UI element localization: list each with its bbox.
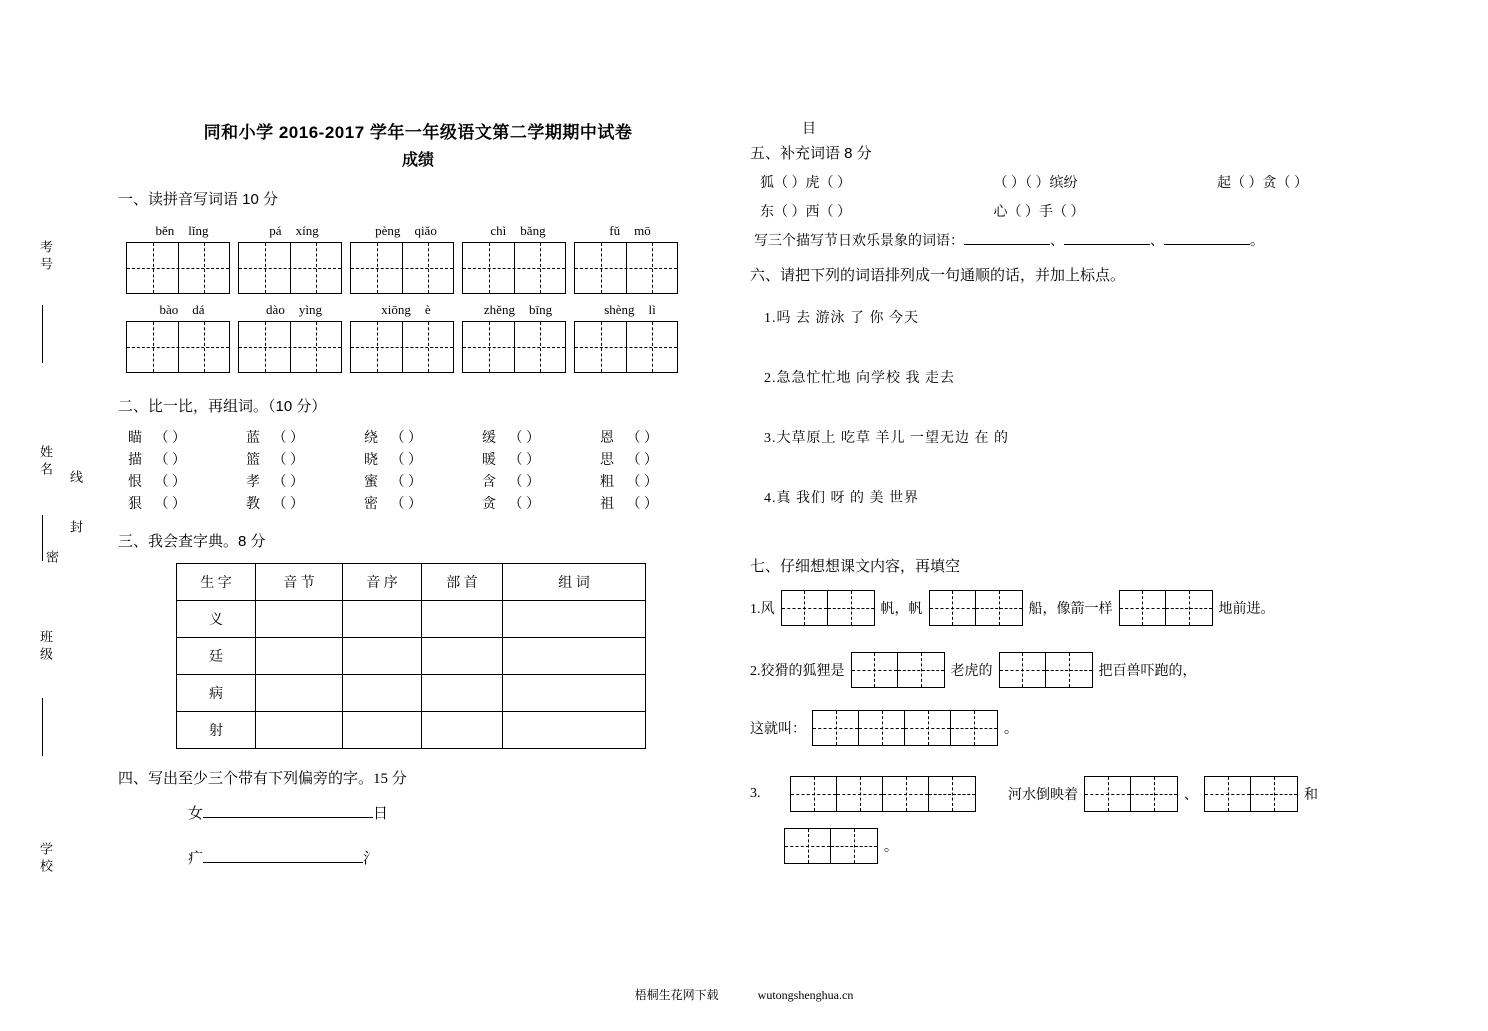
tianzige-box[interactable]: [238, 242, 342, 294]
radical-answer-blank[interactable]: [203, 862, 363, 863]
pinyin-syllable: yìng: [298, 302, 322, 317]
compare-char: 缓: [481, 431, 496, 446]
tianzige-cell[interactable]: [1131, 777, 1177, 811]
pinyin-cell: [238, 223, 350, 239]
side-label-exam-no: 考号: [38, 240, 53, 274]
fill-word-item[interactable]: 狐（ ）虎（ ）: [760, 176, 851, 191]
side-label-name: 姓名: [38, 445, 53, 479]
pinyin-cell: [238, 302, 350, 318]
q1-prefix: 1.风: [750, 602, 775, 617]
dict-cell-word[interactable]: [503, 712, 646, 749]
side-label-seal-feng: 封: [68, 520, 83, 537]
radical-line-2: [188, 847, 718, 868]
tianzige-cell[interactable]: [930, 591, 976, 625]
page-title: 同和小学 2016-2017 学年一年级语文第二学期期中试卷: [203, 123, 633, 142]
answer-blank[interactable]: [964, 244, 1050, 245]
reorder-item-4[interactable]: 4.真 我们 呀 的 美 世界: [764, 491, 919, 506]
compare-char: 篮: [245, 453, 260, 468]
answer-blank[interactable]: （ ）: [508, 431, 540, 446]
compare-words-table: [128, 426, 718, 514]
dict-cell-syllable[interactable]: [256, 601, 343, 638]
table-row: [128, 470, 718, 492]
tianzige-group[interactable]: [1119, 590, 1213, 626]
answer-blank[interactable]: （ ）: [508, 497, 540, 512]
tianzige-cell[interactable]: [1000, 653, 1046, 687]
tianzige-cell[interactable]: [898, 653, 944, 687]
answer-blank[interactable]: （ ）: [390, 453, 422, 468]
compare-char: 绕: [363, 431, 378, 446]
compare-char: 狠: [128, 497, 142, 512]
q3-mid: 河水倒映着: [1008, 788, 1078, 803]
pinyin-syllable: xiōng: [381, 302, 411, 317]
column-header-char: 生 字: [177, 564, 256, 601]
section-7-heading: 七、仔细想想课文内容，再填空: [750, 558, 961, 575]
footer-site-name: 梧桐生花网下载: [634, 988, 719, 1002]
q2-line2-prefix: 这就叫：: [750, 722, 806, 737]
answer-blank[interactable]: （ ）: [272, 453, 305, 468]
tianzige-box[interactable]: [462, 321, 566, 373]
tianzige-cell[interactable]: [951, 711, 997, 745]
tianzige-box[interactable]: [126, 321, 230, 373]
table-row: [177, 712, 646, 749]
tianzige-cell[interactable]: [1085, 777, 1131, 811]
dict-cell-syllable[interactable]: [256, 638, 343, 675]
compare-char: 密: [363, 497, 378, 512]
answer-blank[interactable]: （ ）: [154, 431, 187, 446]
dict-cell-syllable[interactable]: [256, 712, 343, 749]
tianzige-box[interactable]: [462, 242, 566, 294]
fill-word-item[interactable]: （ ）（ ）缤纷: [993, 176, 1078, 191]
dict-cell-radical[interactable]: [422, 601, 503, 638]
pinyin-syllable: zhěng: [483, 302, 515, 317]
answer-blank[interactable]: （ ）: [154, 497, 187, 512]
q3-separator: 、: [1184, 788, 1198, 803]
tianzige-box[interactable]: [238, 321, 342, 373]
q3-end: 。: [884, 840, 898, 855]
period: 。: [1250, 234, 1264, 249]
pinyin-syllable: dá: [192, 302, 205, 317]
fill-blank-q2: [750, 652, 1430, 688]
pinyin-syllable: shèng: [604, 302, 635, 317]
answer-blank[interactable]: （ ）: [626, 475, 658, 490]
tianzige-group[interactable]: [784, 828, 878, 864]
tianzige-cell[interactable]: [1205, 777, 1251, 811]
section-5-heading: 五、补充词语 8 分: [750, 145, 872, 162]
dictionary-table: [176, 563, 646, 749]
separator: 、: [1050, 234, 1064, 249]
tianzige-box[interactable]: [350, 321, 454, 373]
pinyin-cell: [462, 302, 574, 318]
dict-cell-word[interactable]: [503, 601, 646, 638]
column-header-syllable: 音 节: [256, 564, 343, 601]
tianzige-cell[interactable]: [785, 829, 831, 863]
q1-tail: 地前进。: [1218, 602, 1275, 617]
pinyin-syllable: pèng: [375, 223, 401, 238]
pinyin-syllable: fǔ: [609, 223, 621, 238]
compare-char: 恨: [128, 475, 142, 490]
dict-cell-initial[interactable]: [343, 675, 422, 712]
tianzige-cell[interactable]: [852, 653, 898, 687]
compare-char: 贪: [481, 497, 496, 512]
table-row: [128, 426, 718, 448]
left-column: [118, 118, 718, 868]
answer-blank[interactable]: （ ）: [390, 497, 422, 512]
radical-label: 女: [188, 806, 204, 822]
tianzige-cell[interactable]: [929, 777, 975, 811]
pinyin-syllable: bīng: [528, 302, 553, 317]
footer-site-url: wutongshenghua.cn: [757, 988, 854, 1002]
tianzige-cell[interactable]: [905, 711, 951, 745]
q2-mid: 老虎的: [950, 664, 993, 679]
compare-char: 祖: [599, 497, 614, 512]
answer-blank[interactable]: （ ）: [626, 453, 658, 468]
q2-line2-tail: 。: [1004, 722, 1018, 737]
column-header-radical: 部 首: [422, 564, 503, 601]
stray-char: 目: [802, 122, 816, 137]
section-6-heading: 六、请把下列的词语排列成一句通顺的话，并加上标点。: [750, 267, 1126, 284]
pinyin-cell: [462, 223, 574, 239]
score-label: 成绩: [401, 152, 434, 169]
tianzige-cell[interactable]: [813, 711, 859, 745]
compare-char: 教: [245, 497, 260, 512]
radical-line-1: [188, 802, 718, 823]
dict-cell-initial[interactable]: [343, 712, 422, 749]
tianzige-cell[interactable]: [828, 591, 874, 625]
pinyin-cell: [574, 302, 686, 318]
dict-char: 射: [177, 712, 256, 749]
right-column: [750, 118, 1430, 864]
answer-blank[interactable]: （ ）: [626, 497, 658, 512]
compare-char: 描: [128, 453, 142, 468]
tianzige-cell[interactable]: [831, 829, 877, 863]
fill-word-line-1: [760, 172, 1430, 192]
dict-cell-initial[interactable]: [343, 601, 422, 638]
radical-label: 疒: [188, 851, 204, 867]
tianzige-box[interactable]: [574, 321, 678, 373]
side-label-seal-mi: 密: [44, 550, 59, 567]
table-row: [128, 492, 718, 514]
tianzige-cell[interactable]: [791, 777, 837, 811]
answer-blank[interactable]: （ ）: [272, 475, 305, 490]
pinyin-syllable: qiǎo: [414, 223, 437, 238]
tianzige-group[interactable]: [999, 652, 1093, 688]
table-row: [177, 601, 646, 638]
side-label-class: 班级: [38, 630, 53, 664]
q3-number: 3.: [750, 786, 761, 801]
tianzige-group[interactable]: [1204, 776, 1298, 812]
compare-char: 孝: [245, 475, 260, 490]
dict-cell-word[interactable]: [503, 638, 646, 675]
table-header-row: [177, 564, 646, 601]
separator: 、: [1150, 234, 1164, 249]
dict-cell-word[interactable]: [503, 675, 646, 712]
fill-word-item[interactable]: 东（ ）西（ ）: [760, 205, 851, 220]
pinyin-row-2: [126, 302, 718, 318]
tianzige-cell[interactable]: [883, 777, 929, 811]
compare-char: 晓: [363, 453, 378, 468]
answer-blank[interactable]: [1064, 244, 1150, 245]
dict-cell-initial[interactable]: [343, 638, 422, 675]
pinyin-row-1: [126, 223, 718, 239]
dict-cell-radical[interactable]: [422, 675, 503, 712]
answer-blank[interactable]: （ ）: [508, 475, 540, 490]
pinyin-syllable: bǎng: [520, 223, 546, 238]
tianzige-group[interactable]: [851, 652, 945, 688]
tianzige-box[interactable]: [574, 242, 678, 294]
dict-cell-syllable[interactable]: [256, 675, 343, 712]
writing-grid-row-2: [126, 321, 718, 373]
answer-blank[interactable]: （ ）: [154, 453, 187, 468]
tianzige-group[interactable]: [1084, 776, 1178, 812]
tianzige-box[interactable]: [350, 242, 454, 294]
answer-blank[interactable]: （ ）: [626, 431, 658, 446]
pinyin-syllable: xíng: [295, 223, 319, 238]
q2-prefix: 2.狡猾的狐狸是: [750, 664, 845, 679]
answer-blank[interactable]: （ ）: [390, 431, 422, 446]
table-row: [128, 448, 718, 470]
tianzige-group[interactable]: [929, 590, 1023, 626]
column-header-initial: 音 序: [343, 564, 422, 601]
answer-blank[interactable]: [1164, 244, 1250, 245]
dict-char: 病: [177, 675, 256, 712]
radical-label: 日: [373, 806, 389, 822]
compare-char: 蜜: [363, 475, 378, 490]
compare-char: 蓝: [245, 431, 260, 446]
tianzige-cell[interactable]: [976, 591, 1022, 625]
pinyin-syllable: běn: [155, 223, 175, 238]
answer-blank[interactable]: （ ）: [272, 497, 305, 512]
tianzige-cell[interactable]: [782, 591, 828, 625]
fill-word-item[interactable]: 起（ ）贪（ ）: [1217, 176, 1308, 191]
pinyin-syllable: mō: [634, 223, 651, 238]
side-rule-exam-no: [42, 305, 43, 363]
table-row: [177, 638, 646, 675]
pinyin-syllable: lì: [648, 302, 656, 317]
fill-blank-q1: [750, 590, 1430, 626]
table-row: [177, 675, 646, 712]
section-4-heading: 四、写出至少三个带有下列偏旁的字。15 分: [118, 771, 407, 787]
answer-blank[interactable]: （ ）: [272, 431, 305, 446]
column-header-word: 组 词: [503, 564, 646, 601]
q1-mid-2: 船，像箭一样: [1028, 602, 1113, 617]
pinyin-syllable: chì: [490, 223, 507, 238]
q3-tail: 和: [1304, 788, 1318, 803]
reorder-item-3[interactable]: 3.大草原上 吃草 羊儿 一望无边 在 的: [764, 431, 1009, 446]
pinyin-syllable: è: [424, 302, 431, 317]
binding-strip: [28, 230, 88, 910]
prompt-text: 写三个描写节日欢乐景象的词语：: [754, 234, 964, 249]
pinyin-cell: [126, 223, 238, 239]
dict-char: 廷: [177, 638, 256, 675]
answer-blank[interactable]: （ ）: [154, 475, 187, 490]
q2-tail: 把百兽吓跑的，: [1098, 664, 1197, 679]
tianzige-group[interactable]: [812, 710, 998, 746]
pinyin-cell: [574, 223, 686, 239]
answer-blank[interactable]: （ ）: [508, 453, 540, 468]
side-label-school: 学校: [38, 842, 53, 876]
tianzige-cell[interactable]: [859, 711, 905, 745]
footer: [0, 986, 1488, 1003]
pinyin-cell: [126, 302, 238, 318]
pinyin-syllable: lǐng: [188, 223, 209, 238]
compare-char: 粗: [599, 475, 614, 490]
fill-blank-q2-line2: [750, 710, 1430, 746]
tianzige-cell[interactable]: [1046, 653, 1092, 687]
compare-char: 含: [481, 475, 496, 490]
compare-char: 恩: [599, 431, 614, 446]
tianzige-group[interactable]: [781, 590, 875, 626]
dict-cell-radical[interactable]: [422, 712, 503, 749]
tianzige-cell[interactable]: [837, 777, 883, 811]
section-2-heading: 二、比一比，再组词。（10 分）: [118, 398, 327, 415]
pinyin-syllable: bào: [159, 302, 179, 317]
side-rule-class: [42, 698, 43, 756]
radical-label: 氵: [363, 851, 379, 867]
reorder-item-2[interactable]: 2.急急忙忙地 向学校 我 走去: [764, 371, 955, 386]
tianzige-box[interactable]: [126, 242, 230, 294]
compare-char: 瞄: [128, 431, 142, 446]
q1-mid-1: 帆，帆: [880, 602, 923, 617]
tianzige-cell[interactable]: [1166, 591, 1212, 625]
answer-blank[interactable]: （ ）: [390, 475, 422, 490]
tianzige-cell[interactable]: [1120, 591, 1166, 625]
fill-word-item[interactable]: 心（ ）手（ ）: [993, 205, 1085, 220]
tianzige-cell[interactable]: [1251, 777, 1297, 811]
writing-grid-row-1: [126, 242, 718, 294]
pinyin-syllable: pá: [269, 223, 282, 238]
dict-cell-radical[interactable]: [422, 638, 503, 675]
fill-blank-q3: [750, 776, 1430, 812]
compare-char: 思: [599, 453, 614, 468]
reorder-item-1[interactable]: 1.吗 去 游泳 了 你 今天: [764, 311, 919, 326]
fill-word-line-2: [760, 201, 1430, 221]
pinyin-syllable: dào: [266, 302, 285, 317]
pinyin-cell: [350, 302, 462, 318]
dict-char: 义: [177, 601, 256, 638]
radical-answer-blank[interactable]: [203, 817, 373, 818]
festival-words-prompt: [754, 230, 1430, 250]
section-3-heading: 三、我会查字典。8 分: [118, 533, 266, 550]
tianzige-group[interactable]: [790, 776, 976, 812]
side-label-seal-line: 线: [68, 470, 83, 487]
compare-char: 暖: [481, 453, 496, 468]
fill-blank-q3-line2: [784, 828, 1430, 864]
section-1-heading: 一、读拼音写词语 10 分: [118, 191, 279, 208]
pinyin-cell: [350, 223, 462, 239]
